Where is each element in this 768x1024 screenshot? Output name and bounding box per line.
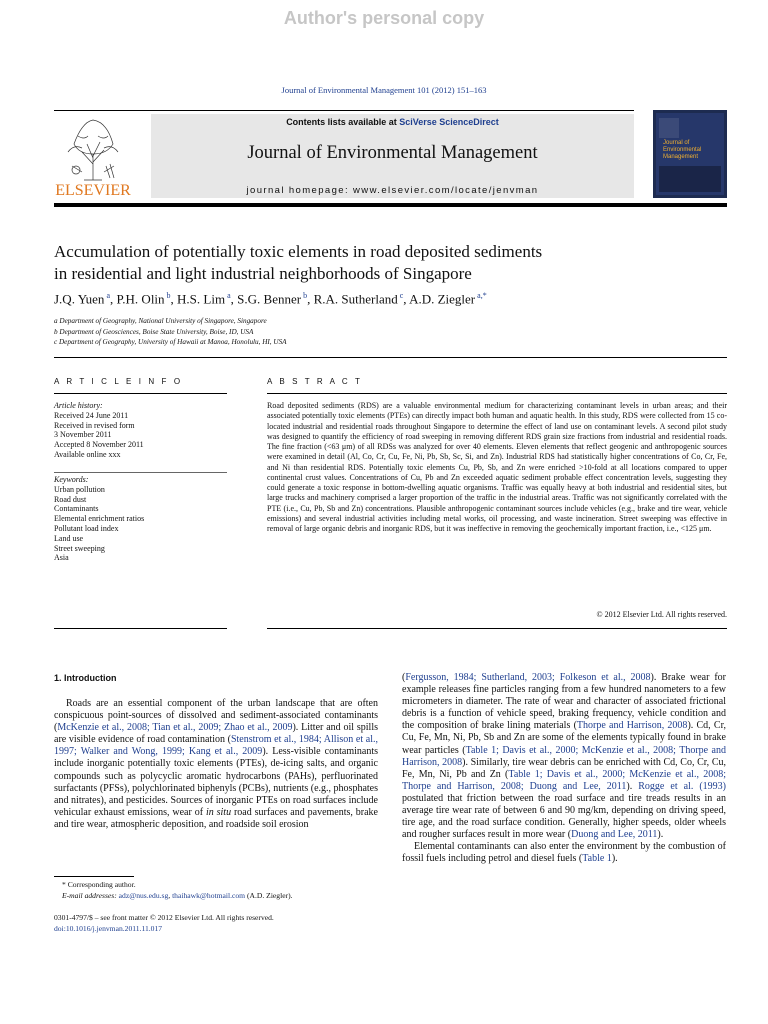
citation-link[interactable]: Duong and Lee, 2011	[571, 829, 658, 841]
author-name[interactable]: R.A. Sutherland	[313, 291, 398, 307]
journal-homepage[interactable]: journal homepage: www.elsevier.com/locate/jenvman	[246, 185, 539, 196]
email-link-1[interactable]: adz@nus.edu.sg	[118, 890, 169, 900]
journal-title: Journal of Environmental Management	[247, 143, 538, 163]
keyword-item: Road dust	[54, 494, 87, 504]
watermark: Author's personal copy	[283, 8, 485, 28]
body-text: Elemental contaminants can also enter the environment by the combustion of fossil fuels including petrol and diesel fuels (	[402, 841, 726, 865]
citation-link[interactable]: Table 1; Davis et al., 2000; McKenzie et al., 2008; Thorpe and Harrison, 2008	[402, 744, 726, 768]
keywords-heading: Keywords:	[54, 475, 89, 484]
introduction-heading: 1. Introduction	[54, 673, 117, 683]
keywords	[54, 475, 224, 563]
author-name[interactable]: P.H. Olin	[116, 291, 165, 307]
author-name[interactable]: S.G. Benner	[237, 291, 302, 307]
citation-link[interactable]: Stenstrom et al., 1984; Allison et al., 1997; Walker and Wong, 1999; Kang et al., 2009	[54, 734, 378, 758]
header-rule	[54, 110, 634, 111]
keyword-item: Asia	[54, 553, 69, 563]
keyword-item: Elemental enrichment ratios	[54, 514, 145, 524]
keyword-item: Urban pollution	[54, 484, 105, 494]
abstract-rule	[267, 393, 727, 394]
body-text: ). Litter and oil spills are visible evidence of road contamination (	[54, 722, 378, 746]
author-affiliation-marker[interactable]: a	[104, 291, 110, 300]
doi-link[interactable]: doi:10.1016/j.jenvman.2011.11.017	[54, 923, 163, 933]
keyword-item: Street sweeping	[54, 543, 105, 553]
email-link-2[interactable]: thaihawk@hotmail.com	[172, 890, 246, 900]
article-info-bottom-rule	[54, 628, 227, 629]
body-text: ). Less-visible contaminants include inorganic potentially toxic elements (PTEs), de-icing salts, and organic compounds such as polycyclic aromatic hydrocarbons (PAHs), perfluorinated surfactants (PFSs), polychlorinated biphenyls (PCBs), nutrients (e.g., phosphates and nitrates), and pesticides. Sources of inorganic PTEs on road surfaces include vehicular exhaust emissions, wear of	[54, 746, 378, 818]
header-thick-rule	[54, 203, 727, 207]
issn-line: 0301-4797/$ – see front matter © 2012 Elsevier Ltd. All rights reserved.	[54, 913, 274, 922]
corresponding-footnote	[54, 880, 384, 902]
body-text: ).	[657, 829, 664, 841]
intro-left-column	[54, 698, 378, 831]
body-text: in situ	[205, 806, 232, 818]
corresponding-author: * Corresponding author.	[62, 880, 136, 889]
sciencedirect-link[interactable]: SciVerse ScienceDirect	[399, 117, 499, 127]
citation-link[interactable]: Fergusson, 1984; Sutherland, 2003; Folkeson et al., 2008	[405, 672, 651, 683]
author-name[interactable]: H.S. Lim	[177, 291, 226, 307]
issn-block	[54, 913, 384, 935]
history-item: Accepted 8 November 2011	[54, 440, 144, 450]
keywords-rule	[54, 472, 227, 473]
citation-link[interactable]: Rogge et al. (1993)	[638, 780, 726, 792]
history-list	[54, 411, 224, 460]
history-item: Available online xxx	[54, 449, 121, 459]
article-title-line2: in residential and light industrial neighborhoods of Singapore	[54, 264, 472, 283]
footnote-rule	[54, 876, 134, 877]
intro-right-paragraph-2	[402, 841, 726, 865]
article-info-heading: A R T I C L E I N F O	[54, 377, 183, 386]
body-text: ).	[611, 853, 618, 865]
author-name[interactable]: A.D. Ziegler	[409, 291, 476, 307]
history-item: Received 24 June 2011	[54, 410, 129, 420]
contents-line	[151, 117, 634, 127]
history-heading: Article history:	[54, 401, 103, 410]
intro-right-column	[402, 672, 726, 866]
citation-link[interactable]: McKenzie et al., 2008; Tian et al., 2009; Zhao et al., 2009	[57, 722, 293, 734]
history-item: 3 November 2011	[54, 430, 112, 440]
svg-text:Environmental: Environmental	[663, 147, 702, 153]
history-item: Received in revised form	[54, 420, 135, 430]
journal-citation[interactable]: Journal of Environmental Management 101 (2012) 151–163	[281, 85, 487, 95]
affiliation-item: c Department of Geography, University of Hawaii at Manoa, Honolulu, HI, USA	[54, 338, 287, 347]
affiliations	[54, 316, 554, 348]
affiliation-item: a Department of Geography, National University of Singapore, Singapore	[54, 317, 267, 325]
article-title	[54, 241, 704, 285]
keyword-item: Land use	[54, 533, 84, 543]
body-text: ). Brake wear for example releases fine particles ranging from a few hundred nanometers to a few micrometers in diameter. The rate of wear and character of associated frictional debris is a function of vehicle speed, braking frequency, vehicle condition and the composition of brake lining materials (	[402, 672, 727, 732]
author-list: J.Q. Yuen $^a$, P.H. Olin $^b$, H.S. Lim $^a$, S.G. Benner $^b$, R.A. Sutherland $^c$, A.D. Ziegler $^{a,*}$	[54, 291, 487, 307]
article-history	[54, 401, 224, 460]
body-text: (	[402, 672, 406, 683]
elsevier-logo-text: ELSEVIER	[55, 182, 131, 199]
author-name[interactable]: J.Q. Yuen	[54, 291, 105, 307]
keyword-item: Pollutant load index	[54, 523, 119, 533]
article-title-line1: Accumulation of potentially toxic elements in road deposited sediments	[54, 242, 543, 261]
svg-text:Journal of: Journal of	[663, 140, 690, 146]
author-affiliation-marker[interactable]: a	[225, 291, 231, 300]
body-text: ). Similarly, tire wear debris can be enriched with Cd, Co, Cr, Cu, Fe, Mn, Ni, Pb and Zn (	[402, 756, 726, 780]
intro-right-paragraph-1	[402, 672, 726, 841]
contents-prefix: Contents lists available at	[286, 117, 400, 127]
article-info-rule	[54, 393, 227, 394]
affiliation-item: b Department of Geosciences, Boise State University, Boise, ID, USA	[54, 327, 254, 336]
citation-link[interactable]: Thorpe and Harrison, 2008	[576, 720, 688, 732]
body-text: postulated that friction between the road surface and tire treads results in an average tire wear rate of between 6 and 90 mg/km, depending on driving speed, tire age, and the road surface condition. Generally, higher speeds, older wheels and rougher surfaces result in more wear (	[402, 792, 726, 841]
section-rule	[54, 357, 727, 358]
author-affiliation-marker[interactable]: b	[164, 291, 171, 300]
journal-cover-image	[653, 110, 727, 198]
body-text: road surfaces and pavements, brake and tire wear, atmospheric deposition, and roadside soil erosion	[54, 806, 378, 830]
citation-link[interactable]: Table 1	[582, 853, 612, 865]
email-line: E-mail addresses: adz@nus.edu.sg, thaihawk@hotmail.com (A.D. Ziegler).	[62, 890, 293, 900]
keywords-list	[54, 485, 224, 563]
svg-text:Management: Management	[663, 154, 699, 160]
email-label: E-mail addresses:	[62, 890, 117, 900]
author-affiliation-marker[interactable]: c	[397, 291, 404, 300]
author-affiliation-marker[interactable]: b	[301, 291, 308, 300]
body-text: ). Cd, Cr, Cu, Fe, Mn, Ni, Pb, Sb and Zn are some of the elements typically found in brake wear particles (	[402, 720, 727, 756]
citation-link[interactable]: Table 1; Davis et al., 2000; McKenzie et al., 2008; Thorpe and Harrison, 2008; Duong and Lee, 2011	[402, 768, 726, 792]
author-affiliation-marker[interactable]: a,*	[475, 291, 487, 300]
abstract-heading: A B S T R A C T	[267, 377, 363, 386]
abstract-text: Road deposited sediments (RDS) are a valuable environmental medium for characterizing contaminant levels in urban areas; and their associated potentially toxic elements (PTEs) can directly impact both human and aquatic health. In this study, RDS were collected from 15 co-located industrial and residential roads throughout Singapore to determine the effect of land use on contaminant levels. A second pilot study was designed to quantify the efficiency of road sweeping in removing different RDS grain size fractions from industrial and residential roads. The fine fraction (<63 μm) of all RDSs was analyzed for over 40 elements. Eleven elements that reflect geogenic and anthropogenic sources were examined in detail (Al, Co, Cr, Cu, Fe, Ni, Pb, Sb, Sc, Si, and Zn). Industrial RDS had statistically higher concentrations of Co, Cr, Fe, and Ni than residential RDS. Potentially toxic elements Cu, Pb, Sb, and Zn were enriched >10-fold at all locations compared to upper continental crust values. Concentrations of Cu, Pb and Zn exceeded aquatic sediment probable effect concentration levels, suggesting they could generate a toxic response in bottom-dwelling aquatic organisms. Traffic was equally heavy at both industrial and residential sites, but large trucks and machinery comprised a larger proportion of the traffic in the industrial areas. Traffic was not significantly correlated with the PTE (i.e., Cu, Pb, Sb and Zn) concentrations. Plausible anthropogenic contaminant sources include vehicles (e.g., brake and tire wear, vehicle emissions) and several industrial activities including metal works, oil processing, and waste incineration. Street sweeping was effective in removal of large organic debris and inorganic RDS, but it was ineffective in removing the geochemically important fraction, i.e., <125 μm.	[267, 401, 727, 533]
body-text: Roads are an essential component of the urban landscape that are often conspicuous point-sources of dissolved and sediment-associated contaminants (	[54, 698, 378, 734]
keyword-item: Contaminants	[54, 504, 99, 514]
body-text: ).	[626, 780, 639, 792]
abstract-bottom-rule	[267, 628, 727, 629]
abstract-copyright: © 2012 Elsevier Ltd. All rights reserved.	[596, 610, 727, 619]
email-suffix: (A.D. Ziegler).	[246, 890, 293, 900]
